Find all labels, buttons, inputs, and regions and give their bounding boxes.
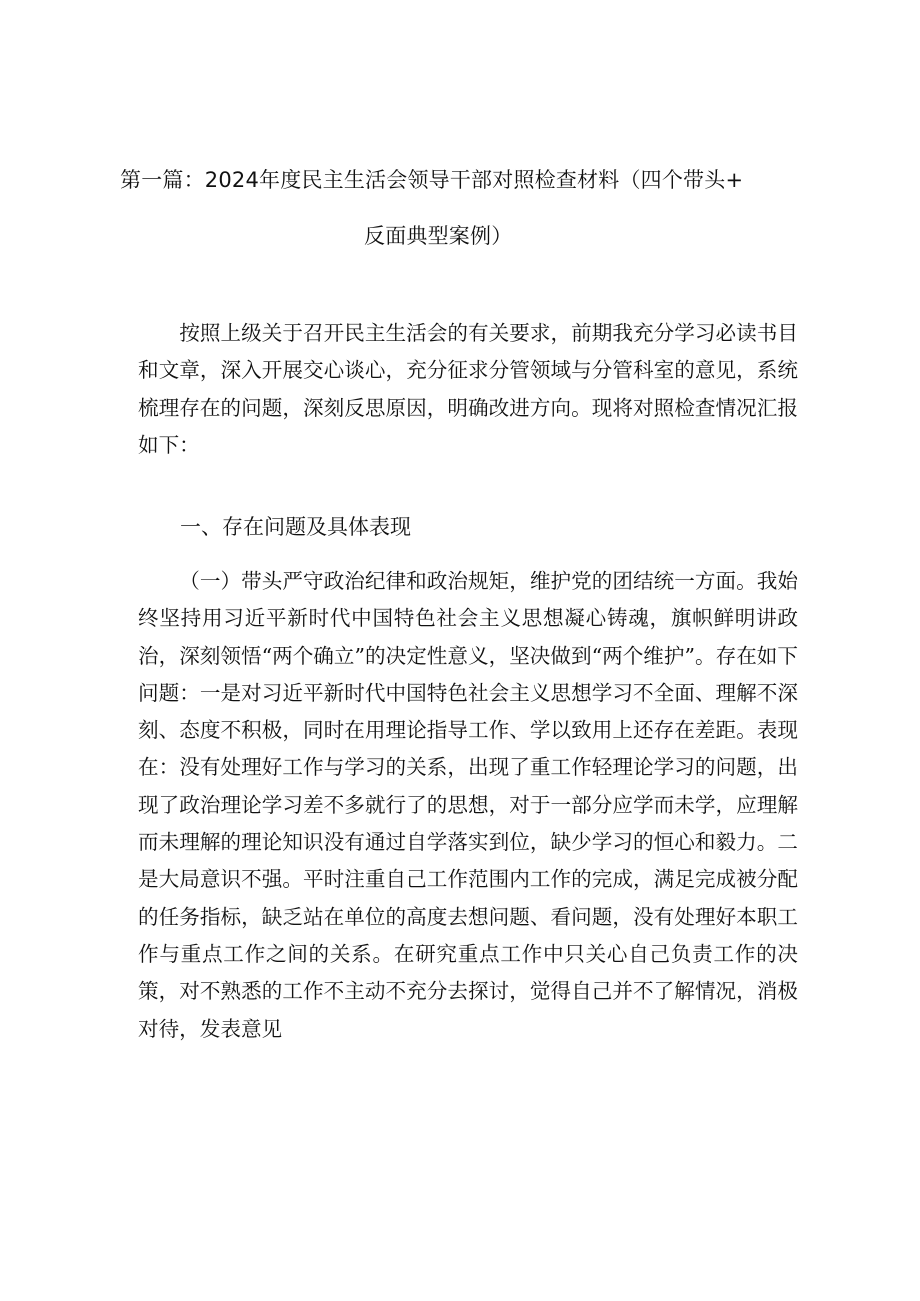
document-title-line-1: 第一篇：2024年度民主生活会领导干部对照检查材料（四个带头+ [120,168,744,192]
document-title [120,152,820,264]
document-title-line-2: 反面典型案例） [364,224,513,248]
intro-paragraph: 按照上级关于召开民主生活会的有关要求，前期我充分学习必读书目和文章，深入开展交心谈心，充分征求分管领域与分管科室的意见，系统梳理存在的问题，深刻反思原因，明确改进方向。现将对照检查情况汇报如下： [138,321,798,457]
section-heading-1: 一、存在问题及具体表现 [180,515,411,539]
section-1-paragraph: （一）带头严守政治纪律和政治规矩，维护党的团结统一方面。我始终坚持用习近平新时代中国特色社会主义思想凝心铸魂，旗帜鲜明讲政治，深刻领悟“两个确立”的决定性意义，坚决做到“两个维护”。存在如下问题：一是对习近平新时代中国特色社会主义思想学习不全面、理解不深刻、态度不积极，同时在用理论指导工作、学以致用上还存在差距。表现在：没有处理好工作与学习的关系，出现了重工作轻理论学习的问题，出现了政治理论学习差不多就行了的思想，对于一部分应学而未学，应理解而未理解的理论知识没有通过自学落实到位，缺少学习的恒心和毅力。二是大局意识不强。平时注重自己工作范围内工作的完成，满足完成被分配的任务指标，缺乏站在单位的高度去想问题、看问题，没有处理好本职工作与重点工作之间的关系。在研究重点工作中只关心自己负责工作的决策，对不熟悉的工作不主动不充分去探讨，觉得自己并不了解情况，消极对待，发表意见 [138,569,798,1041]
